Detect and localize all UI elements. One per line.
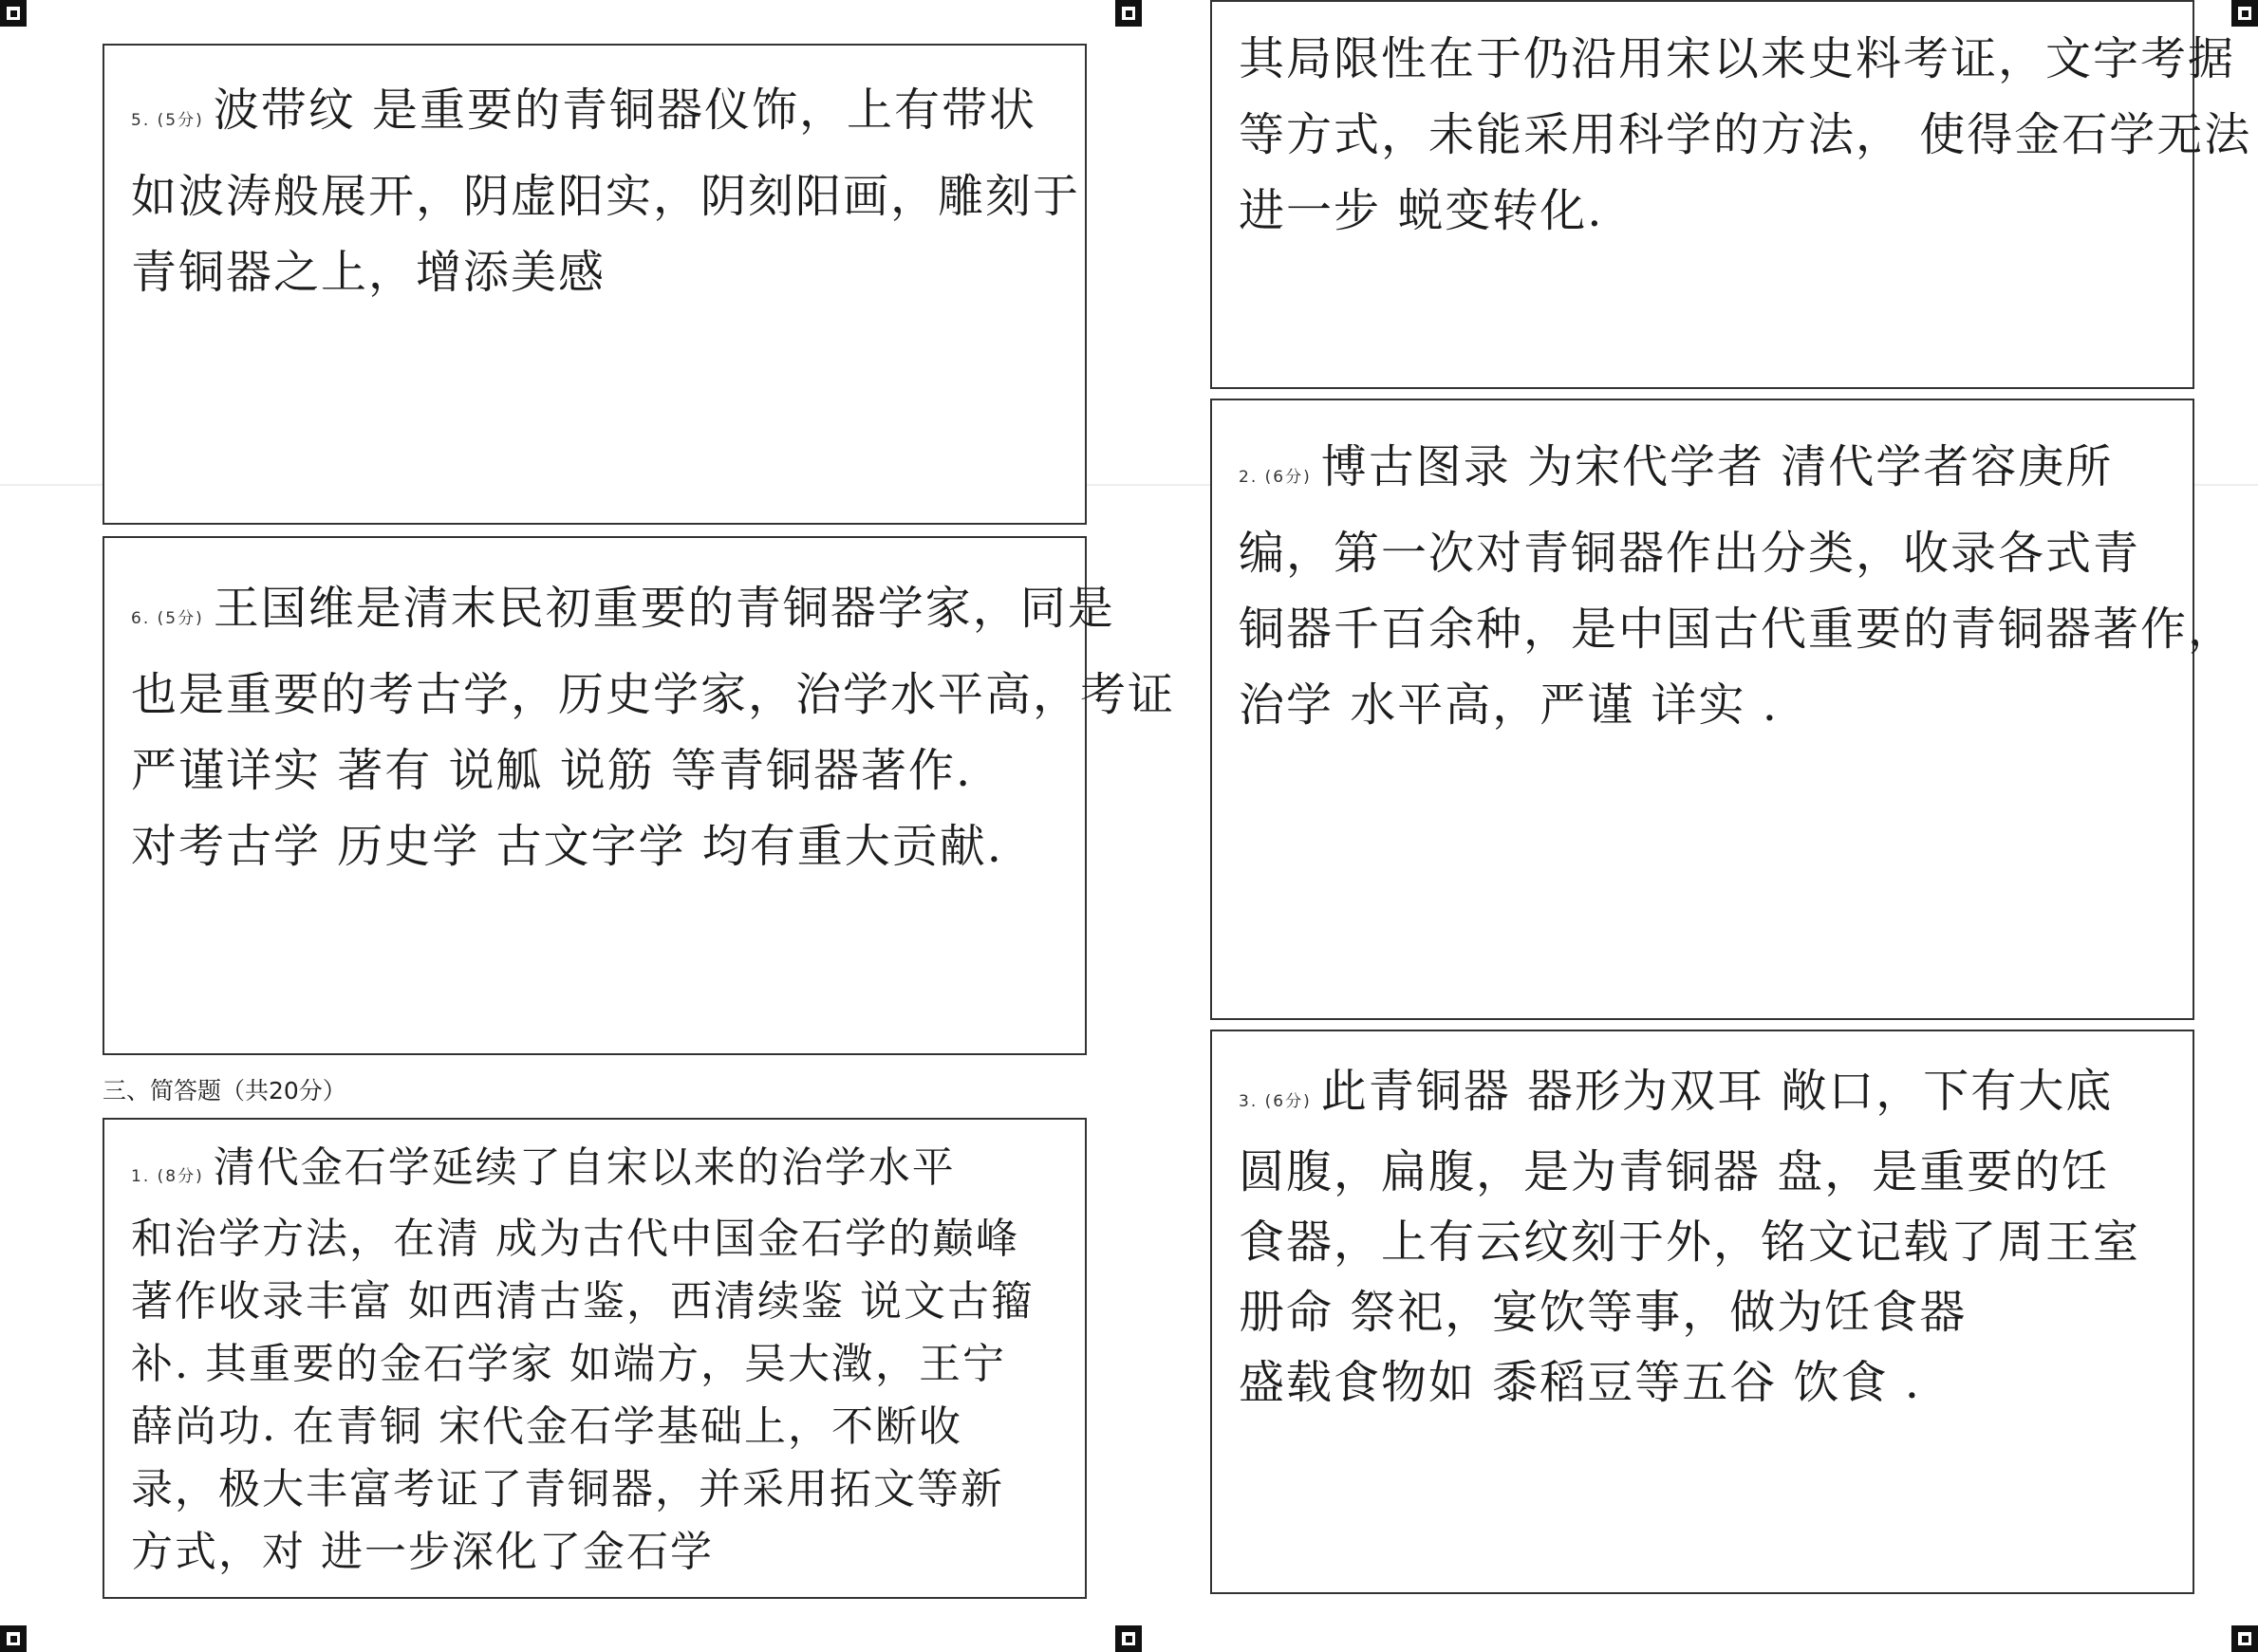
answer-line: 进一步 蜕变转化.: [1239, 184, 1604, 237]
question-number: 2. (6分): [1239, 468, 1312, 487]
answer-line: 薛尚功. 在青铜 宋代金石学基础上，不断收: [131, 1402, 962, 1451]
answer-line: 此青铜器 器形为双耳 敞口，下有大底: [1320, 1065, 2114, 1118]
answer-box-short-2: [1210, 399, 2236, 1020]
answer-line: 补. 其重要的金石学家 如端方，吴大澂，王宁: [131, 1340, 1006, 1388]
answer-line: 治学 水平高，严谨 详实 .: [1239, 678, 1780, 732]
answer-line: 方式，对 进一步深化了金石学: [131, 1528, 714, 1576]
answer-line: 和治学方法，在清 成为古代中国金石学的巅峰: [131, 1215, 1019, 1263]
corner-marker-top-left: [0, 0, 27, 27]
answer-line: 盛载食物如 黍稻豆等五谷 饮食 .: [1239, 1356, 1922, 1409]
section-title: 三、简答题（共20分）: [103, 1077, 346, 1104]
answer-line: 录，极大丰富考证了青铜器，并采用拓文等新: [131, 1465, 1004, 1513]
corner-marker-bottom-right: [2231, 1625, 2258, 1652]
answer-line: 博古图录 为宋代学者 清代学者容庚所: [1320, 440, 2114, 493]
answer-line: 青铜器之上，增添美感: [131, 246, 606, 299]
answer-line: 对考古学 历史学 古文字学 均有重大贡献.: [131, 820, 1004, 873]
question-number: 1. (8分): [131, 1167, 204, 1186]
answer-line: 如波涛般展开，阴虚阳实，阴刻阳画，雕刻于: [131, 170, 1081, 223]
corner-marker-top-right: [2231, 0, 2258, 27]
answer-box-q6: [103, 536, 1176, 1055]
corner-marker-top-center: [1115, 0, 1142, 27]
question-number: 6. (5分): [131, 609, 204, 628]
answer-line: 圆腹，扁腹，是为青铜器 盘，是重要的饪: [1239, 1145, 2110, 1198]
answer-box-q5: [103, 44, 1087, 525]
answer-line: 也是重要的考古学，历史学家，治学水平高，考证: [131, 668, 1176, 721]
answer-line: 王国维是清末民初重要的青铜器学家，同是: [213, 582, 1115, 635]
question-number: 5. (5分): [131, 111, 204, 130]
answer-box-continuation: [1210, 0, 2252, 389]
answer-line: 册命 祭祀，宴饮等事，做为饪食器: [1239, 1286, 1968, 1339]
answer-box-short-3: [1210, 1030, 2194, 1594]
answer-line: 等方式，未能采用科学的方法， 使得金石学无法: [1239, 108, 2252, 161]
corner-marker-bottom-left: [0, 1625, 27, 1652]
answer-line: 铜器千百余种，是中国古代重要的青铜器著作，: [1239, 603, 2236, 656]
answer-line: 其局限性在于仍沿用宋以来史料考证，文字考据: [1239, 32, 2236, 85]
question-number: 3. (6分): [1239, 1092, 1312, 1111]
answer-line: 清代金石学延续了自宋以来的治学水平: [213, 1143, 956, 1192]
answer-line: 著作收录丰富 如西清古鉴，西清续鉴 说文古籀: [131, 1277, 1035, 1326]
answer-line: 严谨详实 著有 说觚 说筋 等青铜器著作.: [131, 744, 973, 797]
answer-line: 食器，上有云纹刻于外，铭文记载了周王室: [1239, 1216, 2141, 1269]
answer-line: 波带纹 是重要的青铜器仪饰，上有带状: [213, 84, 1036, 137]
corner-marker-bottom-center: [1115, 1625, 1142, 1652]
answer-line: 编，第一次对青铜器作出分类，收录各式青: [1239, 527, 2141, 580]
answer-box-short-1: [103, 1118, 1087, 1599]
